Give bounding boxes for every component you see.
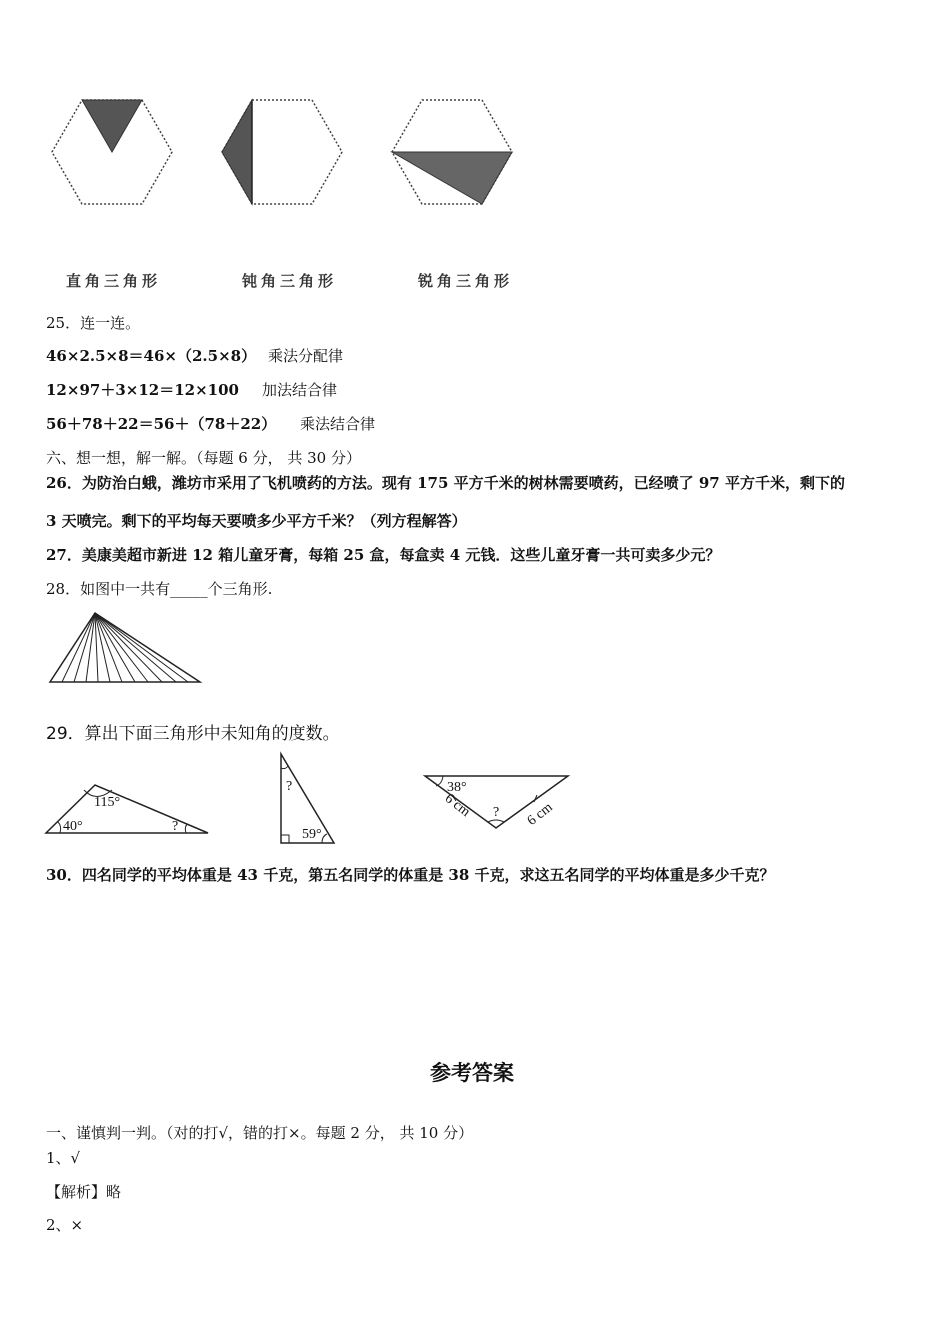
q25-expr-2: 12×97＋3×12＝12×100 [46, 381, 239, 399]
t1-angle-left: 40° [63, 819, 83, 834]
q30: 30．四名同学的平均体重是 43 千克，第五名同学的体重是 38 千克，求这五名同学的平均体重是多少千克？ [46, 866, 775, 884]
hexagon-label-1: 直角三角形 [66, 272, 162, 290]
t3-side-left: 6 cm [441, 791, 473, 820]
q25-title: 25．连一连。 [46, 314, 141, 332]
answer-2: 2、× [46, 1216, 84, 1234]
q25-law-2: 加法结合律 [262, 381, 338, 399]
q26-line-1: 26．为防治白蛾，潍坊市采用了飞机喷药的方法。现有 175 平方千米的树林需要喷药，已经喷了 97 平方千米，剩下的 [46, 474, 845, 492]
t1-unknown: ? [172, 819, 179, 834]
answer-1: 1、√ [46, 1149, 81, 1167]
q28: 28．如图中一共有_____个三角形. [46, 580, 273, 598]
answer-title: 参考答案 [430, 1061, 514, 1085]
section-1-heading: 一、谨慎判一判。（对的打√，错的打×。每题 2 分， 共 10 分） [46, 1124, 474, 1142]
t1-angle-top: 115° [94, 795, 121, 810]
section-6-heading: 六、想一想，解一解。（每题 6 分， 共 30 分） [46, 449, 361, 467]
answer-1-explanation: 【解析】略 [46, 1183, 122, 1201]
t3-unknown: ? [493, 805, 500, 820]
t2-angle: 59° [302, 827, 322, 842]
q25-expr-3: 56＋78＋22＝56＋（78＋22） [46, 415, 277, 433]
t3-angle: 38° [447, 780, 467, 795]
q29: 29．算出下面三角形中未知角的度数。 [46, 724, 340, 744]
q25-law-3: 乘法结合律 [300, 415, 376, 433]
q27: 27．美康美超市新进 12 箱儿童牙膏，每箱 25 盒，每盒卖 4 元钱．这些儿童牙膏一共可卖多少元？ [46, 546, 721, 564]
q25-expr-1: 46×2.5×8＝46×（2.5×8） [46, 347, 257, 365]
hexagon-label-2: 钝角三角形 [242, 272, 338, 290]
hexagon-label-3: 锐角三角形 [418, 272, 514, 290]
t2-unknown: ? [286, 779, 293, 794]
q25-law-1: 乘法分配律 [268, 347, 344, 365]
q26-line-2: 3 天喷完。剩下的平均每天要喷多少平方千米？（列方程解答） [46, 512, 467, 530]
t3-side-right: 6 cm [524, 800, 556, 829]
